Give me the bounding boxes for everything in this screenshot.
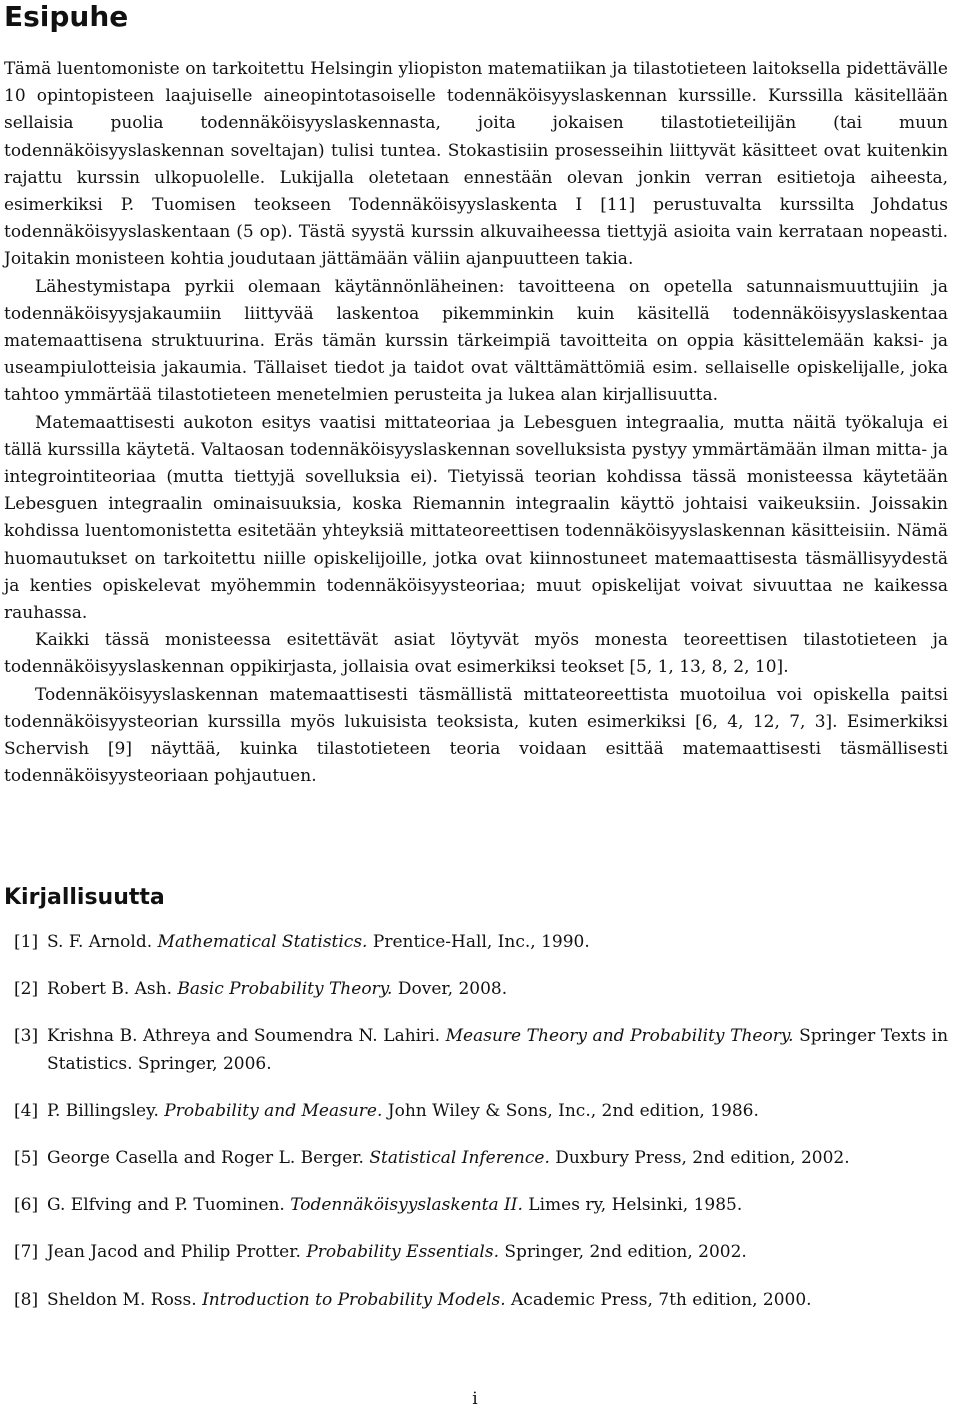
paragraph: Lähestymistapa pyrkii olemaan käytännönläheinen: tavoitteena on opetella satunnaismuuttujiin ja todennäköisyysjakaumiin liittyvää laskentoa pikemminkin kuin käsitellä todennäköisyyslaskentaa matemaattisena struktuurina. Eräs tämän kurssin tärkeimpiä tavoitteita on oppia käsittelemään kaksi- ja useampiulotteisia jakaumia. Tällaiset tiedot ja taidot ovat välttämättömiä esim. sellaiselle opiskelijalle, joka tahtoo ymmärtää tilastotieteen menetelmien perusteita ja lukea alan kirjallisuutta. bbox=[4, 276, 948, 406]
reference-authors: Jean Jacod and Philip Protter. bbox=[47, 1242, 301, 1263]
paragraph: Tämä luentomoniste on tarkoitettu Helsingin yliopiston matematiikan ja tilastotieteen laitoksella pidettävälle 10 opintopisteen laajuiselle aineopintotasoiselle todennäköisyyslaskennan kurssille. Kurssilla käsitellään sellaisia puolia todennäköisyyslaskennasta, joita jokaisen tilastotieteilijän (tai muun todennäköisyyslaskennan soveltajan) tulisi tuntea. Stokastisiin prosesseihin liittyvät käsitteet ovat kuitenkin rajattu kurssin ulkopuolelle. Lukijalla oletetaan ennestään olevan jonkin verran esitietoja aiheesta, esimerkiksi P. Tuomisen teokseen Todennäköisyyslaskenta I [11] perustuvalta kurssilta Johdatus todennäköisyyslaskentaan (5 op). Tästä syystä kurssin alkuvaiheessa tiettyjä asioita vain kerrataan nopeasti. Joitakin monisteen kohtia joudutaan jättämään väliin ajanpuutteen takia. bbox=[4, 59, 948, 270]
reference-number: [7] bbox=[14, 1242, 39, 1263]
reference-publisher: Springer, 2nd edition, 2002. bbox=[504, 1242, 747, 1263]
reference-authors: P. Billingsley. bbox=[47, 1100, 159, 1121]
reference-publisher: Academic Press, 7th edition, 2000. bbox=[511, 1289, 812, 1310]
paragraph: Todennäköisyyslaskennan matemaattisesti täsmällistä mittateoreettista muotoilua voi opiskella paitsi todennäköisyysteorian kurssilla myös lukuisista teoksista, kuten esimerkiksi [6, 4, 12, 7, 3]. Esimerkiksi Schervish [9] näyttää, kuinka tilastotieteen teoria voidaan esittää matemaattisesti täsmällisesti todennäköisyysteoriaan pohjautuen. bbox=[4, 684, 948, 787]
reference-authors: S. F. Arnold. bbox=[47, 932, 153, 952]
reference-number: [2] bbox=[14, 979, 39, 1000]
reference-publisher: Springer Texts in Statistics. Springer, 2006. bbox=[47, 1026, 949, 1074]
reference-title: Basic Probability Theory. bbox=[177, 979, 393, 1000]
reference-publisher: Limes ry, Helsinki, 1985. bbox=[528, 1195, 743, 1216]
reference-item bbox=[4, 976, 948, 1003]
reference-authors: Krishna B. Athreya and Soumendra N. Lahiri. bbox=[47, 1026, 441, 1047]
paragraph: Matemaattisesti aukoton esitys vaatisi mittateoriaa ja Lebesguen integraalia, mutta näitä työkaluja ei tällä kurssilla käytetä. Valtaosan todennäköisyyslaskennan sovelluksista pystyy ymmärtämään ilman mitta- ja integrointiteoriaa (mutta tiettyjä sovelluksia ei). Tietyissä teorian kohdissa tässä monisteessa käytetään Lebesguen integraalin ominaisuuksia, koska Riemannin integraalin käyttö johtaisi vaikeuksiin. Joissakin kohdissa luentomonistetta esitetään yhteyksiä mittateoreettisen todennäköisyyslaskennan käsitteisiin. Nämä huomautukset on tarkoitettu niille opiskelijoille, jotka ovat kiinnostuneet matemaattisesta täsmällisyydestä ja kenties opiskelevat myöhemmin todennäköisyysteoriaa; muut opiskelijat voivat sivuuttaa ne kaikessa rauhassa. bbox=[4, 412, 948, 624]
reference-number: [1] bbox=[14, 932, 39, 952]
reference-item bbox=[4, 1287, 948, 1314]
reference-number: [8] bbox=[14, 1289, 39, 1310]
reference-authors: George Casella and Roger L. Berger. bbox=[47, 1148, 364, 1169]
reference-title: Measure Theory and Probability Theory. bbox=[445, 1026, 794, 1047]
reference-authors: Robert B. Ash. bbox=[47, 979, 172, 1000]
reference-publisher: John Wiley & Sons, Inc., 2nd edition, 1986. bbox=[387, 1100, 759, 1121]
reference-title: Probability Essentials. bbox=[306, 1242, 499, 1263]
page-title: Esipuhe bbox=[4, 0, 129, 33]
reference-title: Statistical Inference. bbox=[369, 1148, 550, 1169]
reference-authors: G. Elfving and P. Tuominen. bbox=[47, 1195, 285, 1216]
reference-title: Introduction to Probability Models. bbox=[202, 1289, 506, 1310]
reference-item bbox=[4, 1023, 948, 1077]
reference-publisher: Duxbury Press, 2nd edition, 2002. bbox=[555, 1148, 850, 1169]
reference-list bbox=[4, 929, 948, 1334]
reference-item bbox=[4, 1098, 948, 1125]
reference-number: [3] bbox=[14, 1026, 39, 1047]
reference-number: [4] bbox=[14, 1100, 39, 1121]
reference-item bbox=[4, 1239, 948, 1266]
reference-title: Todennäköisyyslaskenta II. bbox=[290, 1195, 523, 1216]
reference-title: Mathematical Statistics. bbox=[157, 932, 368, 952]
reference-authors: Sheldon M. Ross. bbox=[47, 1289, 197, 1310]
reference-item bbox=[4, 1192, 948, 1219]
reference-title: Probability and Measure. bbox=[164, 1100, 383, 1121]
reference-publisher: Dover, 2008. bbox=[397, 979, 508, 1000]
reference-item bbox=[4, 1145, 948, 1172]
reference-item bbox=[4, 929, 948, 956]
reference-number: [6] bbox=[14, 1195, 39, 1216]
reference-number: [5] bbox=[14, 1148, 39, 1169]
preface-body bbox=[4, 56, 948, 790]
paragraph: Kaikki tässä monisteessa esitettävät asiat löytyvät myös monesta teoreettisen tilastotieteen ja todennäköisyyslaskennan oppikirjasta, jollaisia ovat esimerkiksi teokset [5, 1, 13, 8, 2, 10]. bbox=[4, 630, 948, 678]
references-heading: Kirjallisuutta bbox=[4, 885, 165, 910]
reference-publisher: Prentice-Hall, Inc., 1990. bbox=[372, 932, 590, 952]
page-number: i bbox=[472, 1389, 478, 1409]
